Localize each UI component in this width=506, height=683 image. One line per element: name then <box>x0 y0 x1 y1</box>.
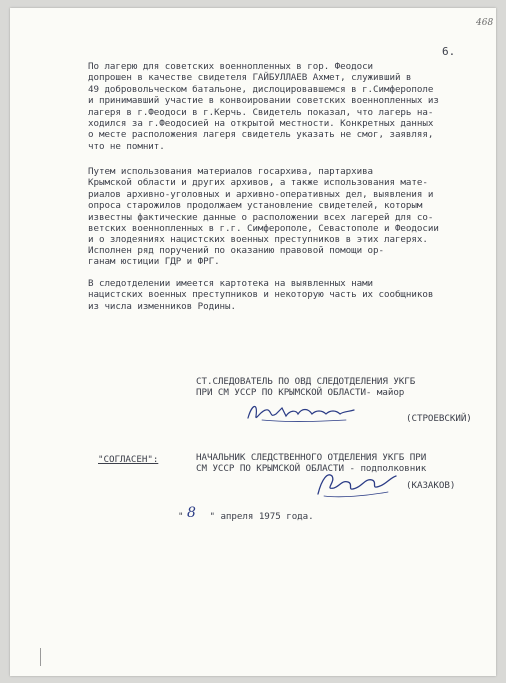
page-number: 6. <box>442 45 456 58</box>
signature-2-icon <box>310 468 402 500</box>
paragraph-card-index: В следотделении имеется картотека на выявленных нами нацистских военных преступников и некоторую часть их сообщников из числа изменников Родины. <box>88 278 434 312</box>
margin-mark <box>40 648 45 666</box>
paragraph-legal-assistance: Исполнен ряд поручений по оказанию правовой помощи ор- ганам юстиции ГДР и ФРГ. <box>88 245 384 268</box>
document-page <box>10 8 496 676</box>
signatory-1-title: СТ.СЛЕДОВАТЕЛЬ ПО ОВД СЛЕДОТДЕЛЕНИЯ УКГБ ПРИ СМ УССР ПО КРЫМСКОЙ ОБЛАСТИ- майор <box>196 376 416 399</box>
signatory-1-surname: (СТРОЕВСКИЙ) <box>406 413 472 424</box>
agreed-label: "СОГЛАСЕН": <box>98 454 159 465</box>
date-day: 8 <box>187 505 196 521</box>
archive-page-mark: 468 <box>476 18 494 28</box>
date-open-quote: " <box>178 511 184 522</box>
signatory-2-title: НАЧАЛЬНИК СЛЕДСТВЕННОГО ОТДЕЛЕНИЯ УКГБ ПРИ СМ УССР ПО КРЫМСКОЙ ОБЛАСТИ - подполковник <box>196 452 427 475</box>
signatory-2-surname: (КАЗАКОВ) <box>406 480 456 491</box>
paragraph-camp-feodosia: По лагерю для советских военнопленных в гор. Феодоси допрошен в качестве свидетеля ГАЙБУЛЛАЕВ Ахмет, служивший в 49 добровольческом батальоне, дислоцировавшемся в г.Симферополе и принимавший участие в конвоировании советских военнопленных из лагеря в г.Феодоси в г.Керчь. Свидетель показал, что лагерь на- ходился за г.Феодосией на открытой местности. Конкретных данных о месте расположения лагеря свидетель указать не смог, заявляя, что не помнит. <box>88 61 439 152</box>
signature-1-icon <box>242 398 360 426</box>
paragraph-archives: Путем использования материалов госархива, партархива Крымской области и других архивов, а также использования мате- риалов архивно-уголовных и архивно-оперативных дел, выявления и опроса старожилов продолжаем установление свидетелей, которым известны фактические данные о расположении всех лагерей для со- ветских военнопленных в г.г. Симферополе, Севастополе и Феодосии и о злодеяниях нацистских военных преступников в этих лагерях. <box>88 166 439 246</box>
date-month-year: " апреля 1975 года. <box>204 511 314 522</box>
